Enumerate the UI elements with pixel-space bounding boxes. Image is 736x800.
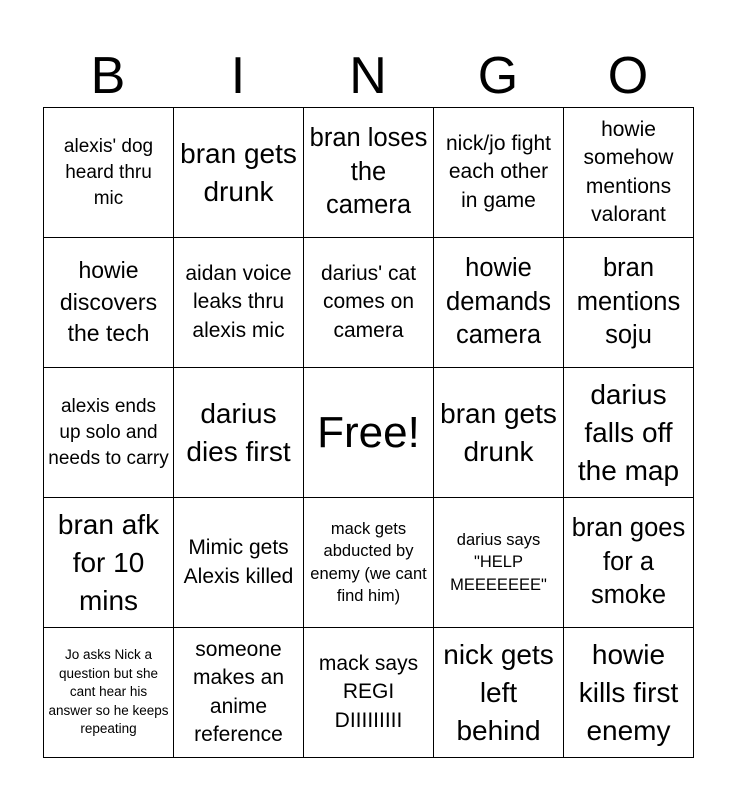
bingo-cell[interactable] [304,498,434,628]
cell-label: alexis' dog heard thru mic [63,135,154,209]
cell-label: nick/jo fight each other in game [445,131,552,212]
bingo-cell[interactable] [44,628,174,758]
header-letter-g: G [477,47,519,105]
bingo-cell[interactable] [434,108,564,238]
header-letter-o: O [607,47,649,105]
bingo-cell[interactable] [304,628,434,758]
bingo-cell[interactable] [44,238,174,368]
bingo-cell[interactable] [564,238,694,368]
bingo-cell[interactable] [174,628,304,758]
bingo-cell[interactable] [434,498,564,628]
cell-label: mack gets abducted by enemy (we cant find him) [310,519,427,605]
bingo-cell[interactable] [564,108,694,238]
board-row [44,108,694,238]
cell-label: howie demands camera [446,254,551,350]
board-row [44,628,694,758]
cell-label: howie somehow mentions valorant [583,117,674,226]
bingo-header [43,46,693,106]
cell-label: howie discovers the tech [59,257,158,347]
cell-label: nick gets left behind [443,638,554,746]
bingo-cell[interactable] [434,628,564,758]
cell-label: darius falls off the map [577,378,680,486]
cell-label: howie kills first enemy [578,638,679,746]
cell-label: bran afk for 10 mins [57,508,160,616]
header-letter-n: N [349,47,387,105]
bingo-cell[interactable] [174,108,304,238]
board-row [44,498,694,628]
header-letter-b: B [90,47,126,105]
bingo-board [43,107,694,758]
bingo-cell[interactable] [174,368,304,498]
bingo-cell[interactable] [174,238,304,368]
cell-label: bran goes for a smoke [571,514,686,610]
free-space-cell[interactable] [304,368,434,498]
cell-label: darius says "HELP MEEEEEEE" [450,530,547,594]
cell-label: alexis ends up solo and needs to carry [48,395,169,469]
cell-label: aidan voice leaks thru alexis mic [185,261,292,342]
bingo-cell[interactable] [434,368,564,498]
board-row [44,368,694,498]
bingo-cell[interactable] [564,498,694,628]
cell-label: darius dies first [186,397,291,467]
bingo-cell[interactable] [434,238,564,368]
cell-label: mack says REGI DIIIIIIIII [318,651,419,732]
cell-label: Mimic gets Alexis killed [183,536,294,588]
cell-label: Jo asks Nick a question but she cant hear his answer so he keeps repeating [48,647,169,737]
bingo-cell[interactable] [304,238,434,368]
cell-label: bran gets drunk [440,397,557,467]
cell-label: bran mentions soju [576,254,681,350]
bingo-cell[interactable] [564,628,694,758]
bingo-cell[interactable] [44,498,174,628]
board-row [44,238,694,368]
cell-label: someone makes an anime reference [192,637,285,746]
header-letter-i: I [230,47,246,105]
bingo-cell[interactable] [44,108,174,238]
bingo-cell[interactable] [564,368,694,498]
cell-label: bran loses the camera [309,124,428,220]
bingo-cell[interactable] [174,498,304,628]
bingo-cell[interactable] [304,108,434,238]
bingo-cell[interactable] [44,368,174,498]
cell-label: darius' cat comes on camera [320,261,417,342]
free-space-label: Free! [317,407,420,457]
cell-label: bran gets drunk [180,137,297,207]
